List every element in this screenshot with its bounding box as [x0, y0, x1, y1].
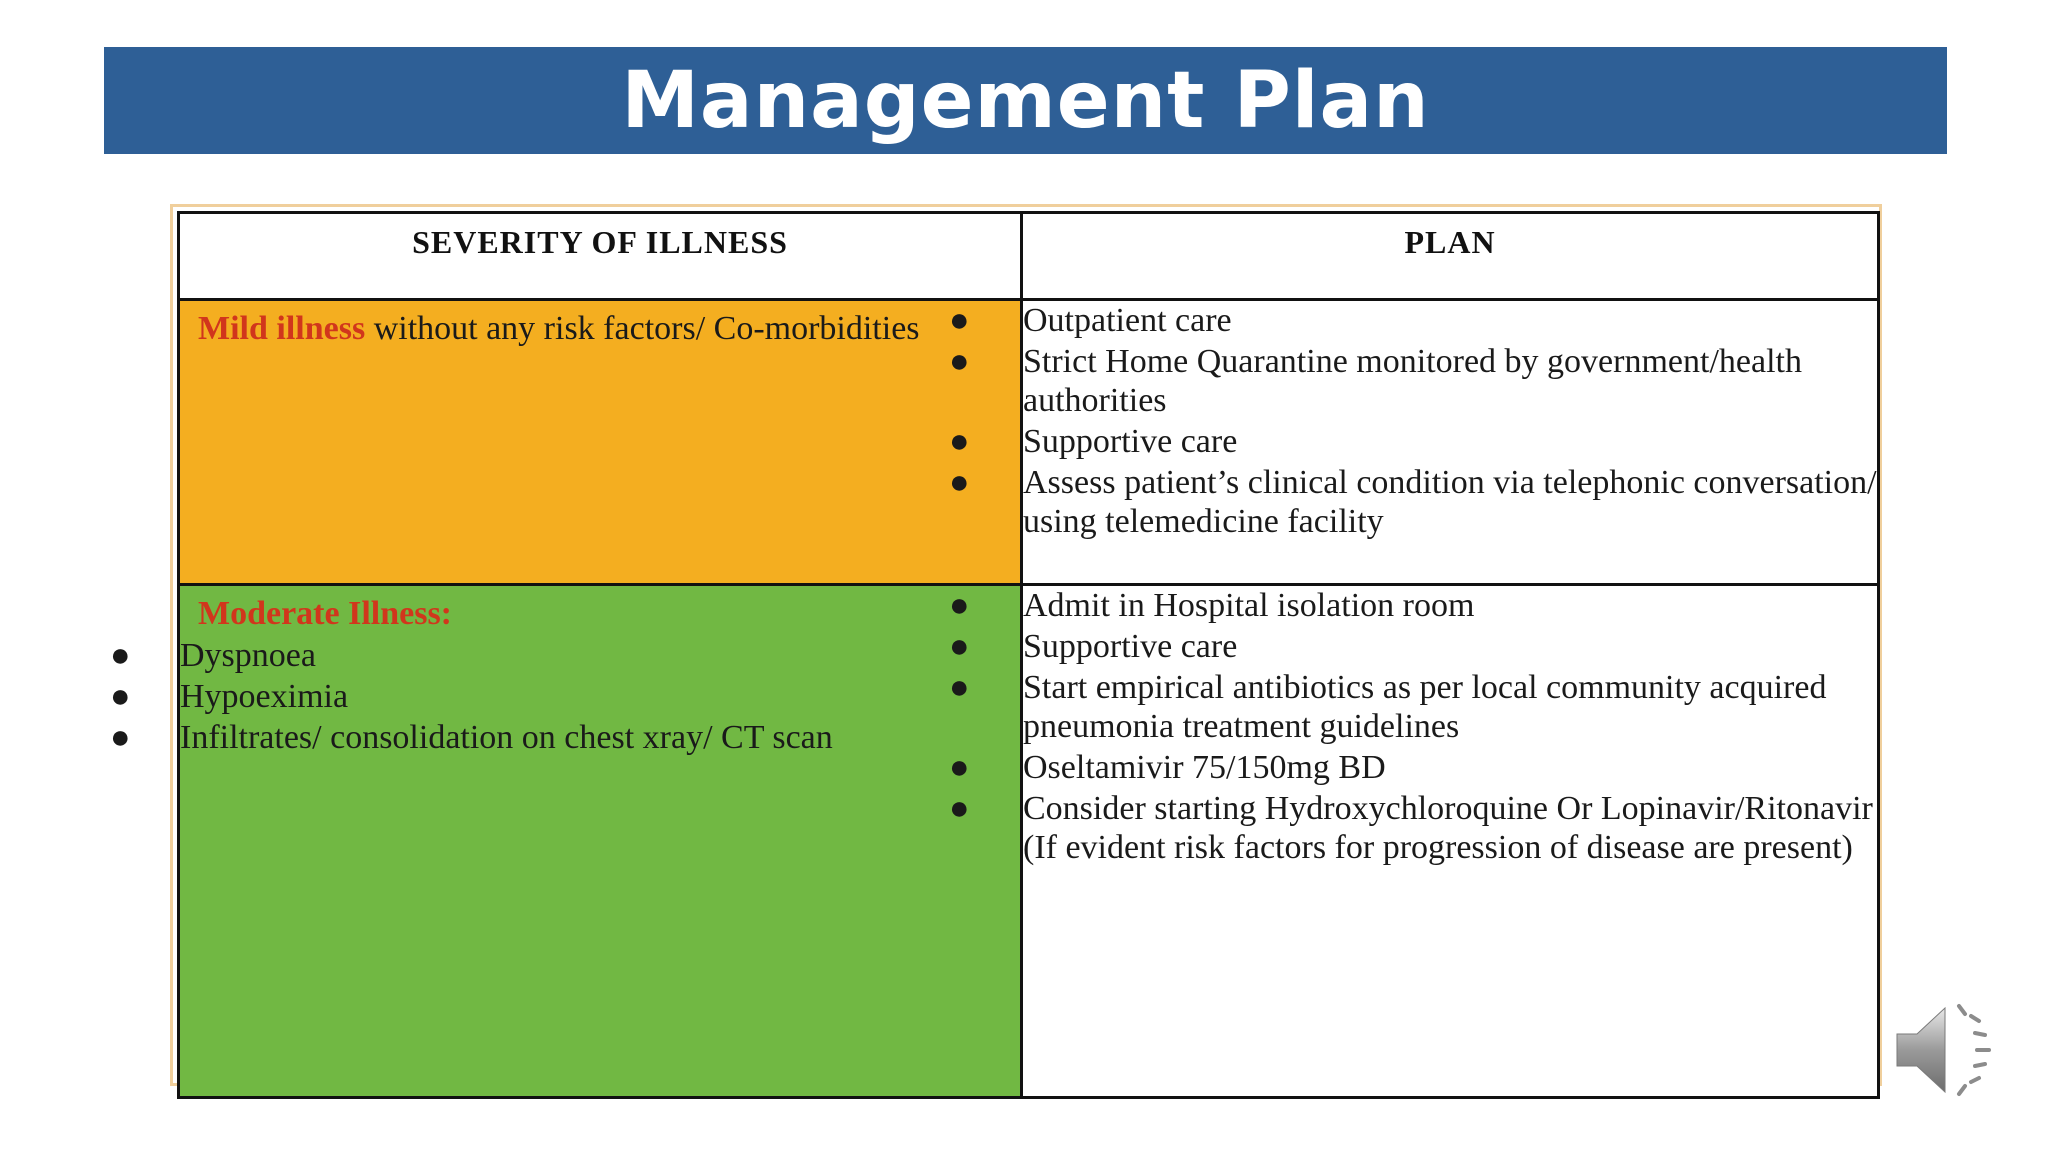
- header-plan: PLAN: [1022, 213, 1879, 300]
- list-item: ● Dyspnoea: [110, 637, 316, 674]
- bullet-icon: ●: [949, 423, 970, 460]
- list-item: ● Hypoeximia: [110, 678, 349, 715]
- list-item: ● Assess patient’s clinical condition via telephonic conversation/ using telemedicine facility: [949, 464, 1877, 540]
- bullet-icon: ●: [949, 749, 970, 786]
- bullet-icon: ●: [949, 302, 970, 339]
- bullet-icon: ●: [949, 628, 970, 665]
- severity-mild-description: without any risk factors/ Co-morbidities: [365, 310, 920, 347]
- bullet-icon: ●: [949, 343, 970, 380]
- severity-cell-moderate: [110, 585, 1022, 1098]
- table-row-moderate: [179, 585, 1879, 1098]
- plan-cell-moderate: [949, 585, 1879, 1098]
- list-item: ● Outpatient care: [949, 302, 1232, 339]
- list-item: ● Start empirical antibiotics as per local community acquired pneumonia treatment guidelines: [949, 669, 1827, 745]
- severity-cell-mild: [179, 300, 1022, 585]
- bullet-icon: ●: [110, 719, 131, 756]
- plan-cell-mild: [949, 300, 1879, 585]
- list-item: ● Supportive care: [949, 628, 1238, 665]
- title-banner: [104, 47, 1947, 154]
- bullet-icon: ●: [110, 678, 131, 715]
- header-severity: SEVERITY OF ILLNESS: [179, 213, 1022, 300]
- management-table-frame: [110, 204, 1882, 1086]
- list-item: ● Supportive care: [949, 423, 1238, 460]
- management-table: [110, 211, 1880, 1099]
- slide-title: Management Plan: [621, 55, 1430, 146]
- list-item: ● Consider starting Hydroxychloroquine Or Lopinavir/Ritonavir (If evident risk factors for progression of disease are present): [949, 790, 1873, 866]
- bullet-icon: ●: [949, 790, 970, 827]
- bullet-icon: ●: [949, 587, 970, 624]
- list-item: ● Oseltamivir 75/150mg BD: [949, 749, 1386, 786]
- plan-list-mild: [949, 301, 1877, 541]
- list-item: ● Strict Home Quarantine monitored by government/health authorities: [949, 343, 1802, 419]
- bullet-icon: ●: [110, 637, 131, 674]
- severity-mild-text: [180, 301, 1020, 351]
- speaker-icon[interactable]: [1893, 1000, 2003, 1100]
- plan-list-moderate: [949, 586, 1877, 867]
- severity-moderate-list: [110, 636, 1020, 757]
- severity-mild-label: Mild illness: [198, 310, 366, 347]
- list-item: ● Admit in Hospital isolation room: [949, 587, 1475, 624]
- bullet-icon: ●: [949, 669, 970, 706]
- table-header-row: [179, 213, 1879, 300]
- severity-moderate-label: Moderate Illness:: [198, 595, 453, 632]
- table-row-mild: [179, 300, 1879, 585]
- list-item: ● Infiltrates/ consolidation on chest xray/ CT scan: [110, 719, 833, 756]
- bullet-icon: ●: [949, 464, 970, 501]
